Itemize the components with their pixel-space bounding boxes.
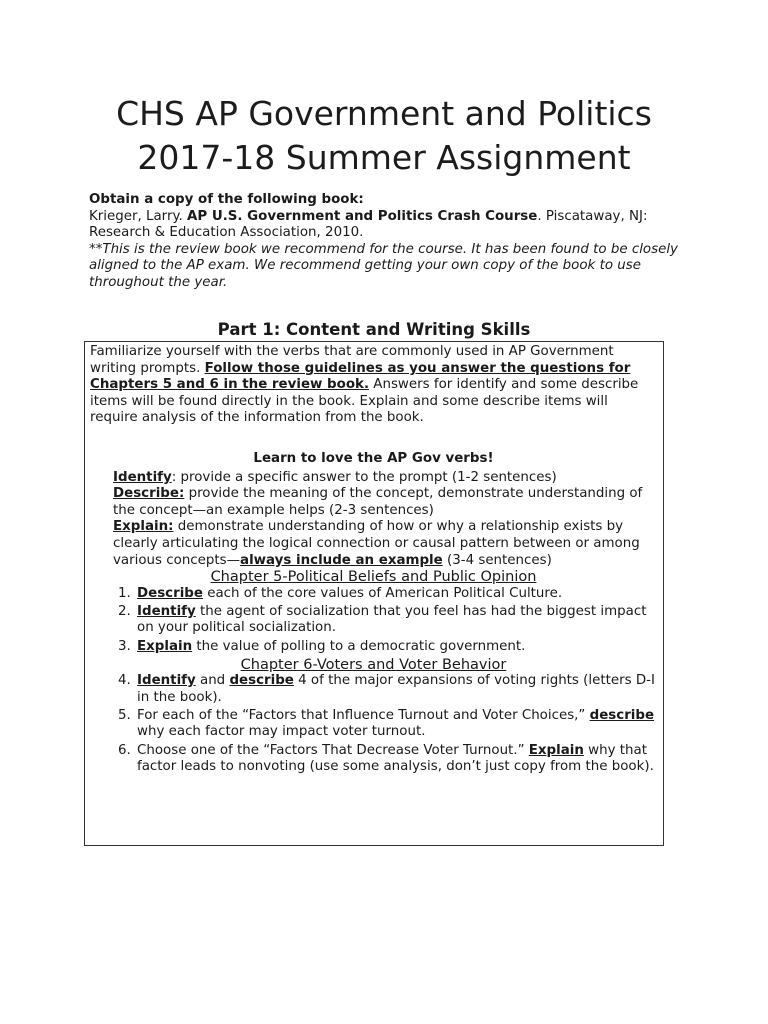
question-verb: describe: [589, 707, 655, 723]
citation-publisher: . Piscataway, NJ: Research & Education Association, 2010.: [89, 208, 648, 241]
question-text: why that factor leads to nonvoting (use some analysis, don’t just copy from the book).: [137, 742, 654, 775]
question-verb: Identify: [137, 603, 196, 619]
question-item: [135, 743, 657, 776]
verb-tail: (3-4 sentences): [442, 552, 552, 568]
question-text: 4 of the major expansions of voting rights (letters D-I in the book).: [137, 673, 655, 705]
recommendation-note: **This is the review book we recommend for the course. It has been found to be closely aligned to the AP exam. We recommend getting your own copy of the book to use throughout the year.: [89, 241, 678, 290]
question-connector: and: [195, 673, 230, 689]
question-item: [135, 673, 657, 706]
verb-definition: demonstrate understanding of how or why a relationship exists by clearly articulating the logical connection or causal pattern between or among various concepts—: [113, 519, 640, 568]
instructions-text-c: Answers for identify and some describe items will be found directly in the book. Explain and some describe items will require analysis of the information from the book.: [90, 377, 639, 426]
instructions-text-a: Familiarize yourself with the verbs that are commonly used in AP Government writing prompts.: [90, 344, 614, 376]
question-text: each of the core values of American Political Culture.: [202, 585, 563, 601]
verb-term: Identify: [113, 469, 172, 485]
chapter6-questions: [90, 673, 657, 776]
chapter5-questions: [90, 586, 657, 655]
question-text: why each factor may impact voter turnout.: [137, 724, 426, 740]
book-heading: Obtain a copy of the following book:: [89, 192, 364, 207]
verb-term: Describe:: [113, 486, 185, 502]
chapter6-heading: Chapter 6-Voters and Voter Behavior: [240, 656, 507, 673]
verb-describe: [113, 486, 657, 519]
question-item: [135, 604, 657, 637]
verb-term: Explain:: [113, 519, 174, 535]
verbs-list: [113, 470, 657, 570]
verb-sep: :: [171, 469, 181, 485]
question-verb: Explain: [528, 742, 584, 758]
question-item: [135, 708, 657, 741]
question-item: [135, 639, 657, 656]
verb-definition: provide a specific answer to the prompt (1-2 sentences): [180, 469, 557, 485]
verb-emphasis: always include an example: [240, 552, 443, 568]
citation-title: AP U.S. Government and Politics Crash Course: [186, 208, 538, 224]
verb-identify: [113, 470, 657, 487]
question-verb: Describe: [137, 585, 203, 601]
verb-explain: [113, 519, 657, 569]
question-verb: Explain: [137, 638, 193, 654]
verbs-title: Learn to love the AP Gov verbs!: [253, 450, 494, 466]
book-citation: [89, 209, 679, 242]
question-text: the agent of socialization that you feel has had the biggest impact on your political socialization.: [137, 603, 647, 636]
verb-definition: provide the meaning of the concept, demonstrate understanding of the concept—an example helps (2-3 sentences): [113, 486, 643, 518]
question-item: [135, 586, 657, 603]
chapter5-heading: Chapter 5-Political Beliefs and Public Opinion: [210, 569, 537, 586]
instructions-guideline: Follow those guidelines as you answer the questions for Chapters 5 and 6 in the review book.: [90, 360, 631, 393]
question-text: the value of polling to a democratic government.: [192, 638, 526, 654]
title-line-1: CHS AP Government and Politics: [116, 94, 652, 133]
part1-box: [84, 341, 664, 846]
citation-author: Krieger, Larry.: [89, 208, 187, 224]
page-title: [60, 92, 708, 180]
part1-heading: Part 1: Content and Writing Skills: [217, 320, 531, 339]
book-info-section: [89, 192, 679, 292]
title-line-2: 2017-18 Summer Assignment: [137, 138, 631, 177]
question-intro: Choose one of the “Factors That Decrease Voter Turnout.”: [137, 742, 529, 758]
question-intro: For each of the “Factors that Influence Turnout and Voter Choices,”: [137, 707, 590, 723]
instructions-paragraph: [90, 344, 657, 427]
question-verb: describe: [229, 673, 294, 689]
question-verb: Identify: [137, 673, 196, 689]
